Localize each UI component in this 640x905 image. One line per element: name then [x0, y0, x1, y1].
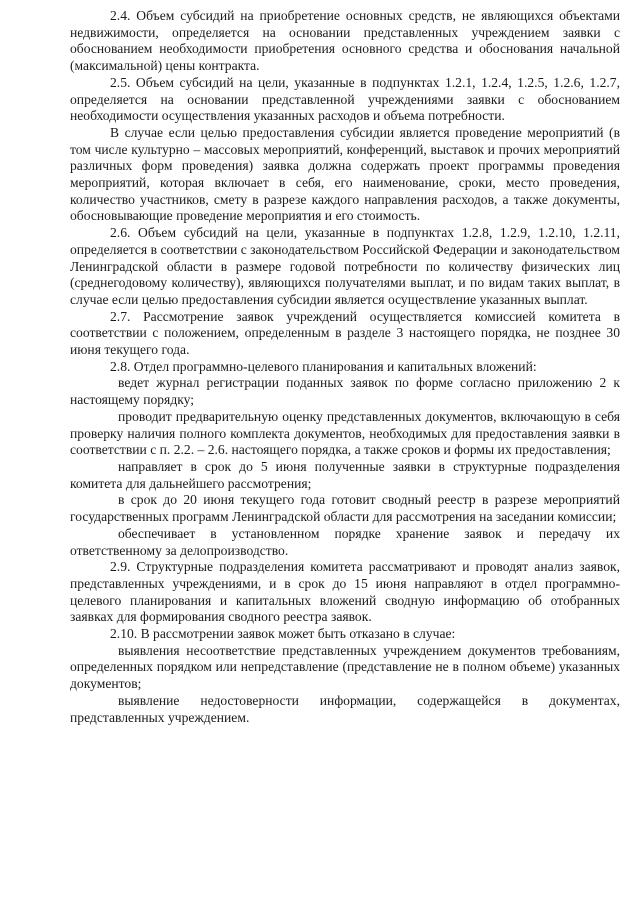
paragraph-2-10: 2.10. В рассмотрении заявок может быть отказано в случае:	[110, 626, 456, 642]
paragraph-2-8-storage: обеспечивает в установленном порядке хранение заявок и передачу их ответственному за делопроизводство.	[70, 525, 620, 558]
paragraph-2-4: 2.4. Объем субсидий на приобретение основных средств, не являющихся объектами недвижимости, определяется на основании представленных учреждением заявки с обоснованием необходимости приобретения основного средства и обоснования начальной (максимальной) цены контракта.	[70, 8, 620, 74]
paragraph-2-10-mismatch: выявления несоответствие представленных учреждением документов требованиям, определенных порядком или непредставление (представление не в полном объеме) указанных документов;	[70, 642, 620, 692]
paragraph-2-8: 2.8. Отдел программно-целевого планирования и капитальных вложений:	[110, 358, 537, 374]
paragraph-2-7: 2.7. Рассмотрение заявок учреждений осуществляется комиссией комитета в соответствии с положением, определенным в разделе 3 настоящего порядка, не позднее 30 июня текущего года.	[70, 308, 620, 358]
paragraph-2-5: 2.5. Объем субсидий на цели, указанные в подпунктах 1.2.1, 1.2.4, 1.2.5, 1.2.6, 1.2.7, определяется на основании представленной учреждениями заявки с обоснованием необходимости осуществления указанных расходов и объема потребности.	[70, 74, 620, 124]
document-page	[70, 8, 620, 726]
paragraph-2-10-unreliable: выявление недостоверности информации, содержащейся в документах, представленных учреждением.	[70, 692, 620, 725]
paragraph-events: В случае если целью предоставления субсидии является проведение мероприятий (в том числе культурно – массовых мероприятий, конференций, выставок и прочих мероприятий различных форм проведения) заявка должна содержать проект программы проведения мероприятий, которая включает в себя, его наименование, сроки, место проведения, количество участников, смету в разрезе каждого направления расходов, а также документы, обосновывающие проведение мероприятия и его стоимость.	[70, 124, 620, 224]
paragraph-2-9: 2.9. Структурные подразделения комитета рассматривают и проводят анализ заявок, представленных учреждениями, и в срок до 15 июня направляют в отдел программно-целевого планирования и капитальных вложений сводную информацию об отобранных заявках для формирования сводного реестра заявок.	[70, 559, 620, 625]
paragraph-2-8-review: проводит предварительную оценку представленных документов, включающую в себя проверку наличия полного комплекта документов, необходимых для предоставления заявки в соответствии с п. 2.2. – 2.6. настоящего порядка, а также сроков и формы их предоставления;	[70, 408, 620, 458]
paragraph-2-8-journal: ведет журнал регистрации поданных заявок по форме согласно приложению 2 к настоящему порядку;	[70, 375, 620, 408]
paragraph-2-6: 2.6. Объем субсидий на цели, указанные в подпунктах 1.2.8, 1.2.9, 1.2.10, 1.2.11, определяется в соответствии с законодательством Российской Федерации и законодательством Ленинградской области в размере годовой потребности по количеству физических лиц (среднегодовому количеству), являющихся получателями выплат, и по видам таких выплат, в случае если целью предоставления субсидии является осуществление указанных выплат.	[70, 225, 620, 307]
paragraph-2-8-registry: в срок до 20 июня текущего года готовит сводный реестр в разрезе мероприятий государственных программ Ленинградской области для рассмотрения на заседании комиссии;	[70, 492, 620, 525]
paragraph-2-8-forward: направляет в срок до 5 июня полученные заявки в структурные подразделения комитета для дальнейшего рассмотрения;	[70, 458, 620, 491]
